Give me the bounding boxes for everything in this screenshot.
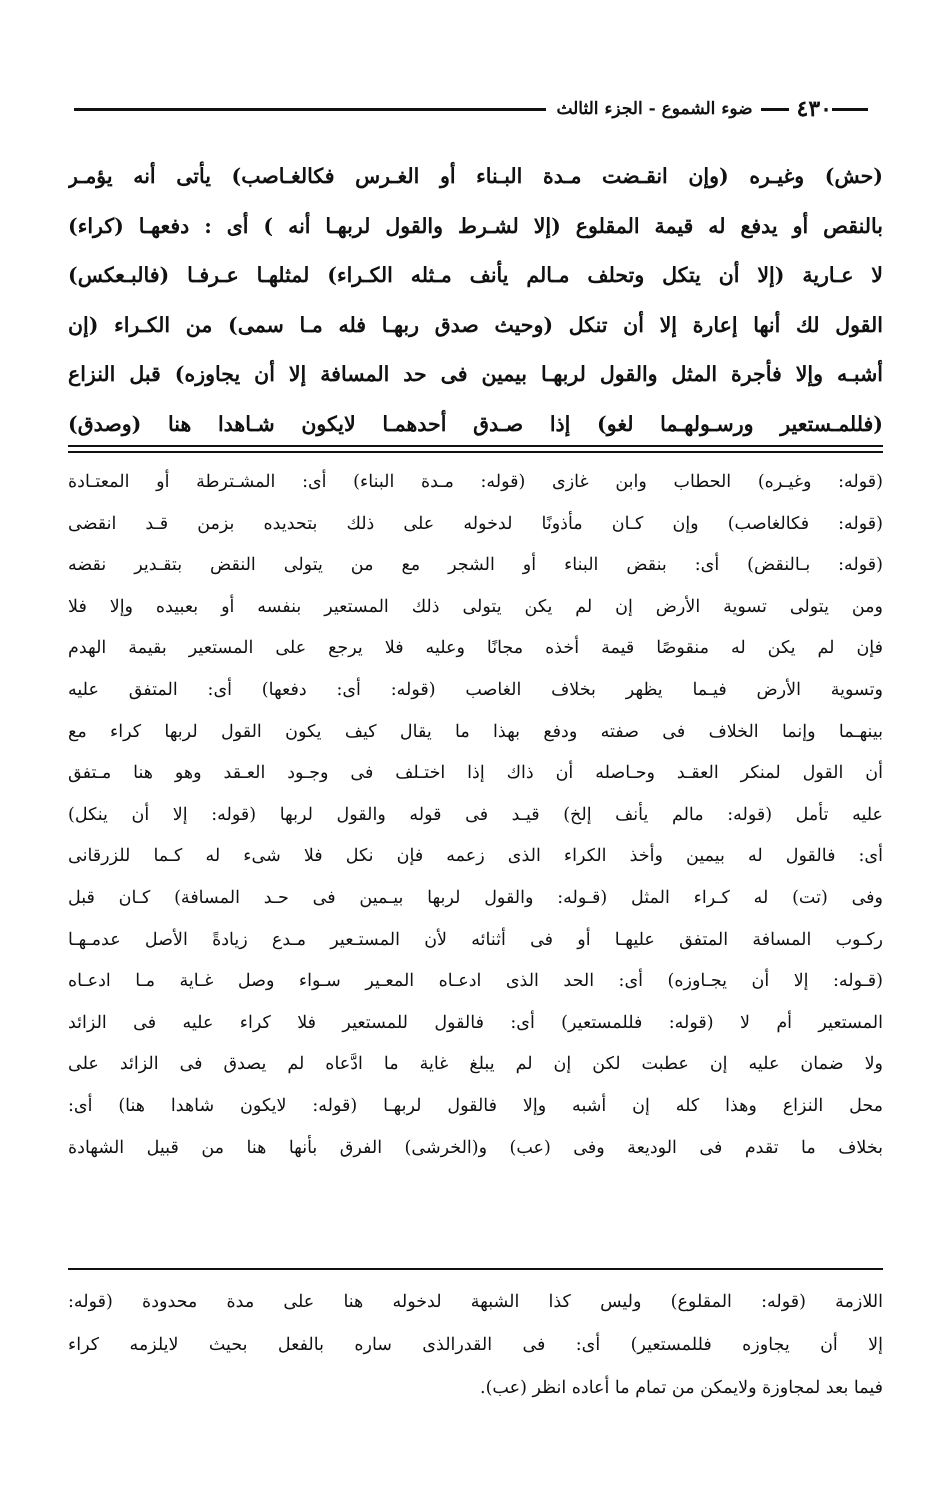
commentary-line: (قوله: بـالنقض) أى: بنقض البناء أو الشجر مع من يتولى النقض بتقـدير نقضه <box>68 555 883 576</box>
main-line: القول لك أنها إعارة إلا أن تنكل (وحيث صدق ربهـا فله مـا سمى) من الكـراء (إن <box>68 312 883 337</box>
footnote-line: فيما بعد لمجاوزة ولايمكن من تمام ما أعاده انظر (عب). <box>480 1378 883 1398</box>
section-divider-double <box>68 445 883 453</box>
header-dash-mid <box>761 108 789 111</box>
footnote-divider <box>68 1268 883 1270</box>
main-text <box>68 152 883 449</box>
running-header <box>68 94 868 124</box>
main-line: (فللمـستعير ورسـولهـما لغو) إذا صـدق أحدهمـا لايكون شـاهدا هنا (وصدق) <box>68 411 883 436</box>
commentary-line: ولا ضمان عليه إن عطبت لكن إن لم يبلغ غاية ما ادَّعاه لم يصدق فى الزائد على <box>68 1054 883 1075</box>
commentary-line: أى: فالقول له بيمين وأخذ الكراء الذى زعمه فإن نكل فلا شىء له كـما للزرقانى <box>68 846 883 867</box>
footnote-line: اللازمة (قوله: المقلوع) وليس كذا الشبهة لدخوله هنا على مدة محدودة (قوله: <box>68 1292 883 1312</box>
commentary-line: ومن يتولى تسوية الأرض إن لم يكن يتولى ذلك المستعير بنفسه أو بعبيده وإلا فلا <box>68 596 883 617</box>
commentary-line: عليه تأمل (قوله: مالم يأنف إلخ) قيـد فى قوله والقول لربها (قوله: إلا أن ينكل) <box>68 804 883 825</box>
commentary-line: وفى (تت) له كـراء المثل (قـوله: والقول لربها بيـمين فى حـد المسافة) كـان قبل <box>68 887 883 908</box>
commentary-text <box>68 462 883 1169</box>
commentary-line: وتسوية الأرض فيـما يظهر بخلاف الغاصب (قوله: أى: دفعها) أى: المتفق عليه <box>68 679 883 700</box>
footnote-text <box>68 1281 883 1410</box>
commentary-line: المستعير أم لا (قوله: فللمستعير) أى: فالقول للمستعير فلا كراء عليه فى الزائد <box>68 1012 883 1033</box>
commentary-line: بخلاف ما تقدم فى الوديعة وفى (عب) و(الخرشى) الفرق بأنها هنا من قبيل الشهادة <box>68 1137 883 1158</box>
main-line: لا عـارية (إلا أن يتكل وتحلف مـالم يأنف مـثله الكـراء) لمثلهـا عـرفـا (فالبـعكس) <box>68 263 883 287</box>
commentary-line: (قوله: وغيـره) الحطاب وابن غازى (قوله: مـدة البناء) أى: المشـترطة أو المعتـادة <box>68 472 883 492</box>
commentary-line: ركـوب المسافة المتفق عليهـا أو فى أثنائه لأن المستـعير مـدع زيادةً الأصل عدمـهـا <box>68 929 883 950</box>
book-title: ضوء الشموع - الجزء الثالث <box>556 99 753 119</box>
footnote-line: إلا أن يجاوزه فللمستعير) أى: فى القدرالذى ساره بالفعل بحيث لايلزمه كراء <box>68 1335 883 1355</box>
commentary-line: محل النزاع وهذا كله إن أشبه وإلا فالقول لربهـا (قوله: لايكون شاهدا هنا) أى: <box>68 1095 883 1116</box>
header-rule <box>74 108 546 111</box>
main-line: (حش) وغيـره (وإن انقـضت مـدة البـناء أو الغـرس فكالغـاصب) يأتى أنه يؤمـر <box>68 164 883 188</box>
commentary-line: (قوله: فكالغاصب) وإن كـان مأذونًا لدخوله على ذلك بتحديده بزمن قـد انقضى <box>68 513 883 534</box>
header-dash-right <box>832 108 868 111</box>
main-line: بالنقص أو يدفع له قيمة المقلوع (إلا لشـرط والقول لربهـا أنه ) أى : دفعهـا (كراء) <box>68 213 883 238</box>
main-line: أشبـه وإلا فأجرة المثل والقول لربهـا بيمين فى حد المسافة إلا أن يجاوزه) قبل النزاع <box>68 362 883 386</box>
page-number: ٤٣٠ <box>796 96 832 122</box>
commentary-line: فإن لم يكن له منقوصًا قيمة أخذه مجانًا وعليه فلا يرجع على المستعير بقيمة الهدم <box>68 638 883 659</box>
commentary-line: (قـوله: إلا أن يجـاوزه) أى: الحد الذى ادعـاه المعـير سـواء وصل غـاية مـا ادعـاه <box>68 971 883 992</box>
commentary-line: أن القول لمنكر العقـد وحـاصله أن ذاك إذا اختـلف فى وجـود العـقد وهو هنا مـتفق <box>68 763 883 784</box>
commentary-line: بينهـما وإنما الخلاف فى صفته ودفع بهذا ما يقال كيف يكون القول لربها كراء مع <box>68 721 883 742</box>
